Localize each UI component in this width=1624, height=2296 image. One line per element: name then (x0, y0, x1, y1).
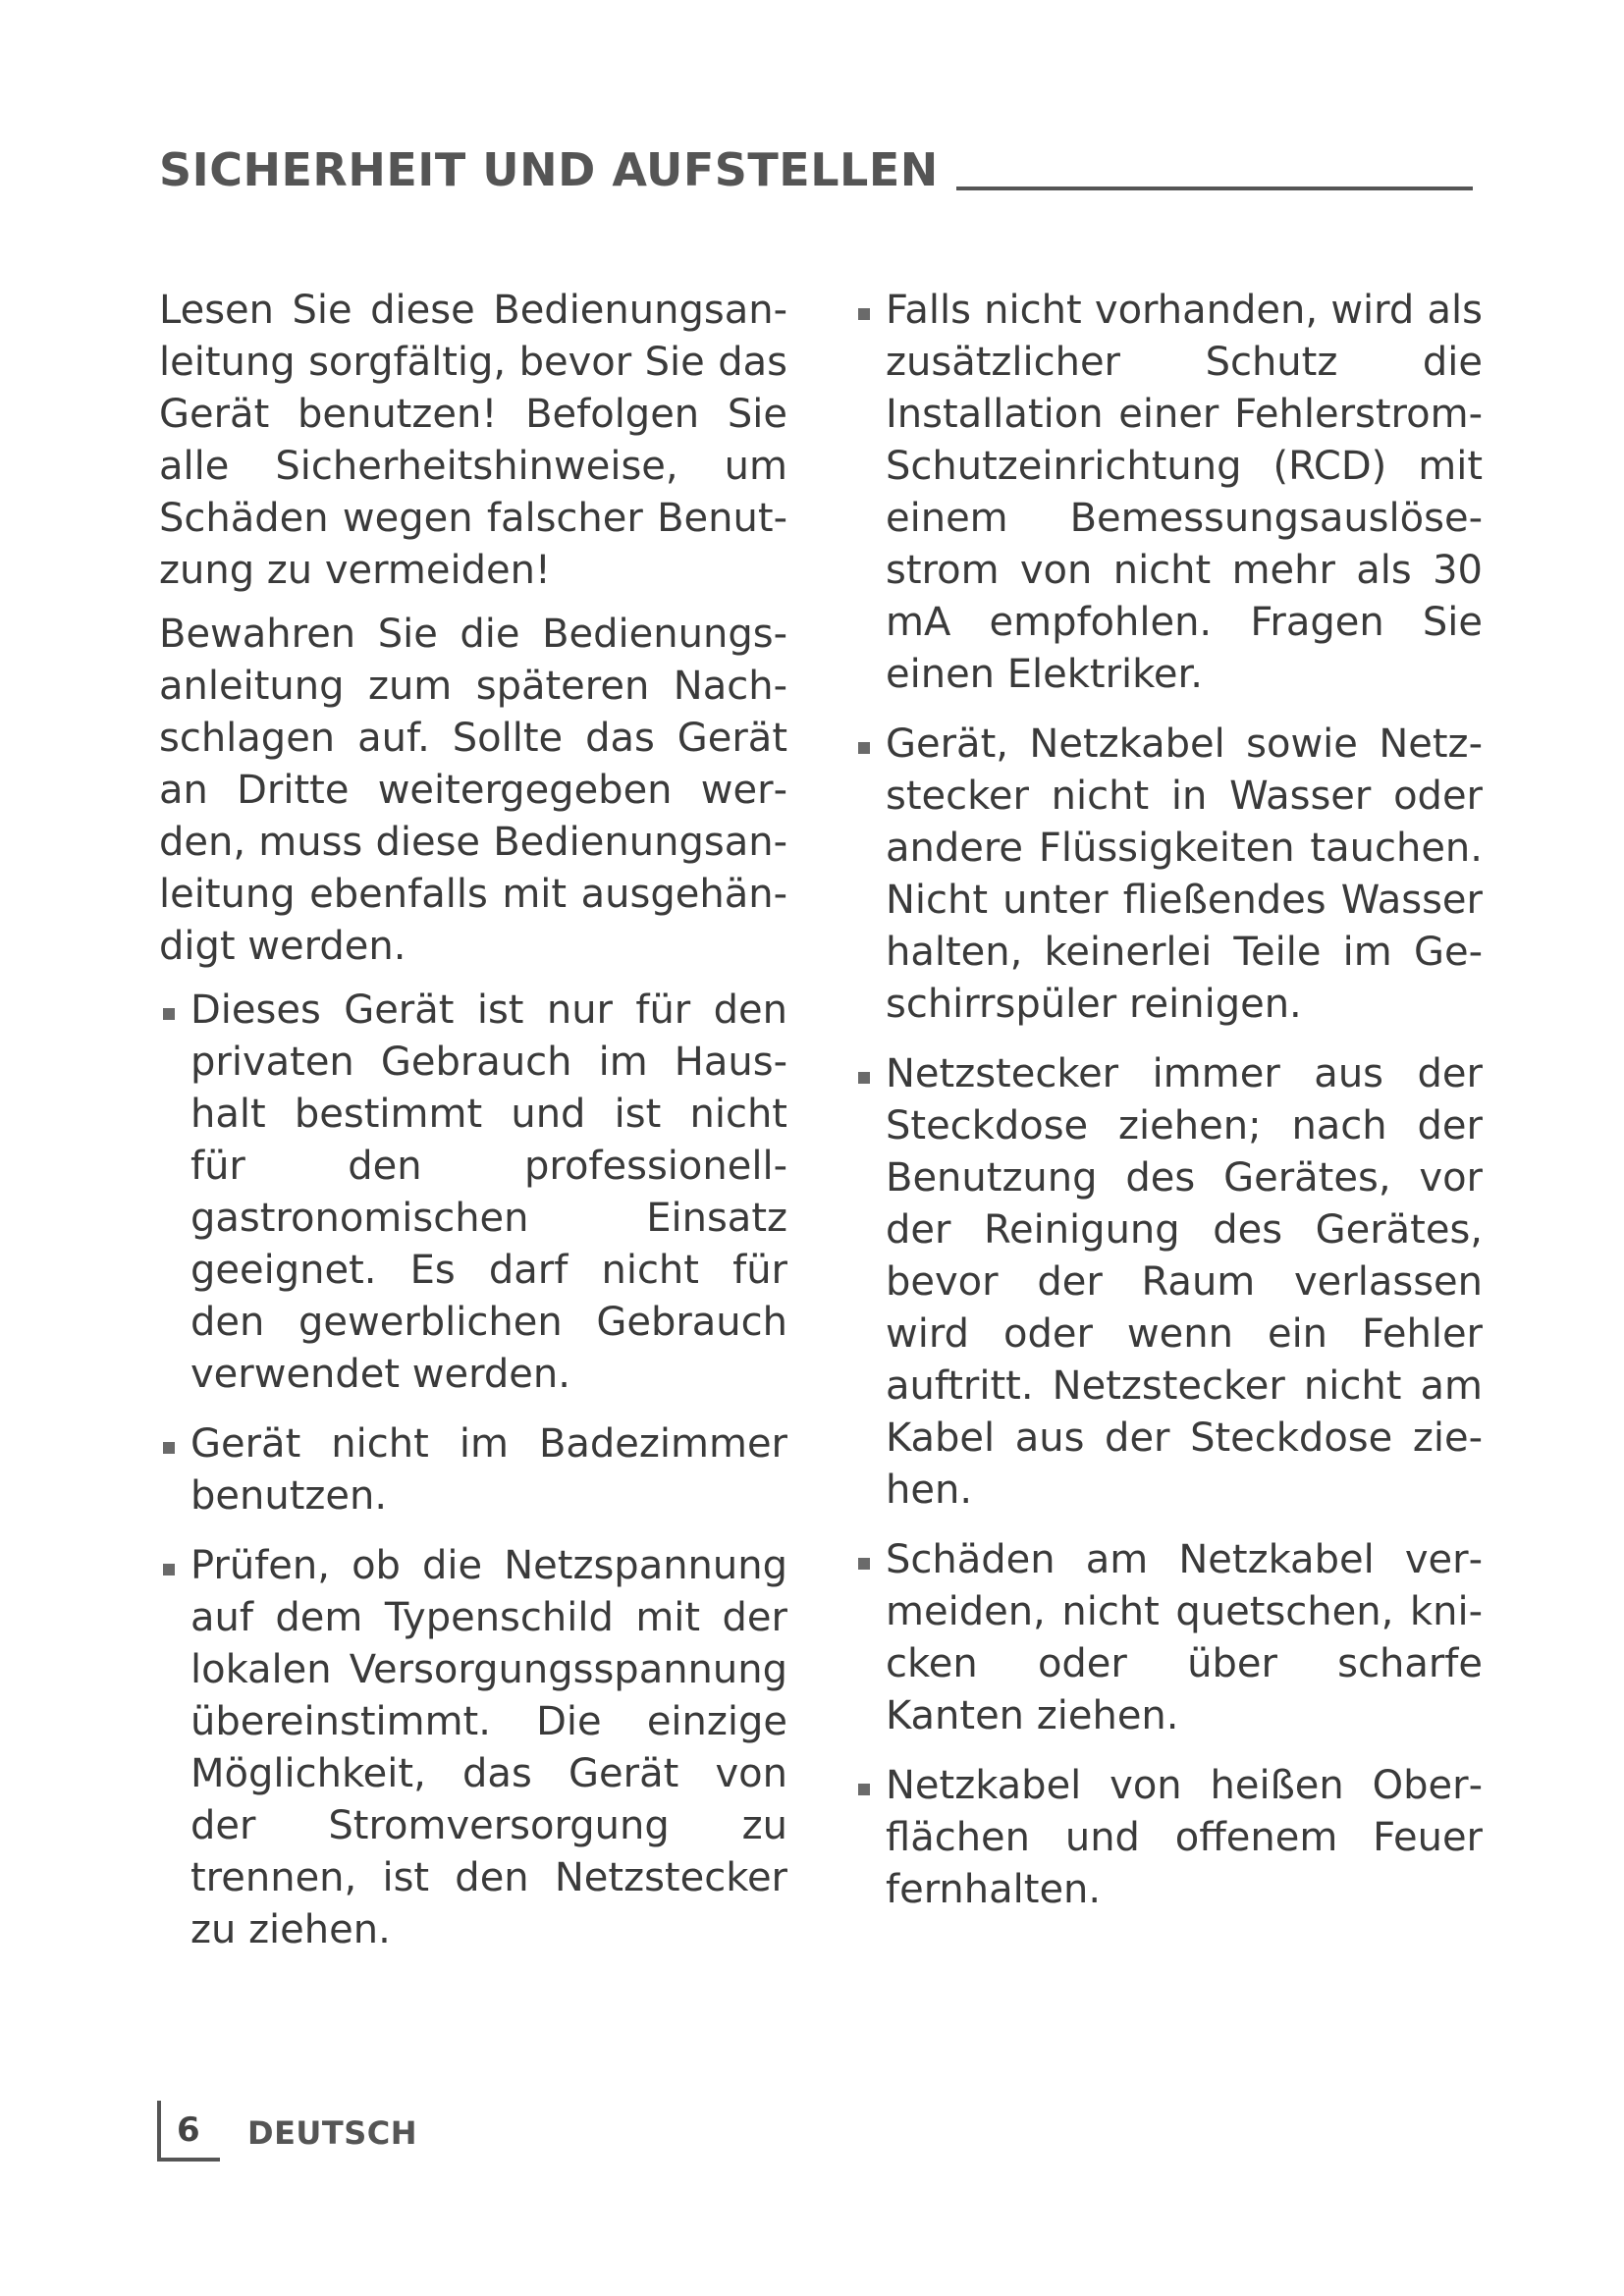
square-bullet-icon (858, 308, 870, 320)
list-item-text: Falls nicht vorhanden, wird als zusätzlicher Schutz die Installation einer Fehlerstrom-Schutzeinrichtung (RCD) mit einem Bemessungsauslösestrom von nicht mehr als 30 mA empfohlen. Fragen Sie einen Elektriker. (886, 288, 1483, 697)
title-rule (956, 187, 1473, 190)
list-item (854, 285, 1483, 701)
square-bullet-icon (163, 1564, 175, 1575)
left-column (159, 285, 787, 1974)
list-item-text: Gerät, Netzkabel sowie Netzstecker nicht in Wasser oder andere Flüssigkeiten tauchen. Nicht unter fließendes Wasser halten, keinerlei Teile im Geschirrspüler reinigen. (886, 721, 1483, 1027)
list-item-text: Dieses Gerät ist nur für den privaten Gebrauch im Haushalt bestimmt und ist nicht für den professionell-gastronomischen Einsatz geeignet. Es darf nicht für den gewerblichen Gebrauch verwendet werden. (190, 988, 787, 1397)
list-item-text: Prüfen, ob die Netzspannung auf dem Typenschild mit der lokalen Versorgungsspannung übereinstimmt. Die einzige Möglichkeit, das Gerät von der Stromversorgung zu trennen, ist den Netzstecker zu ziehen. (190, 1543, 787, 1952)
list-item (854, 1760, 1483, 1916)
page-number: 6 (177, 2110, 200, 2150)
intro-paragraph: Bewahren Sie die Bedienungsanleitung zum späteren Nachschlagen auf. Sollte das Gerät an Dritte weitergegeben werden, muss diese Bedienungsanleitung ebenfalls mit ausgehändigt werden. (159, 612, 787, 969)
list-item (159, 1418, 787, 1522)
intro-paragraph: Lesen Sie diese Bedienungsanleitung sorgfältig, bevor Sie das Gerät benutzen! Befolgen Sie alle Sicherheitshinweise, um Schäden wegen falscher Benutzung zu vermeiden! (159, 288, 787, 593)
square-bullet-icon (858, 1784, 870, 1795)
list-item (159, 1540, 787, 1956)
list-item-text: Schäden am Netzkabel vermeiden, nicht quetschen, knicken oder über scharfe Kanten ziehen. (886, 1537, 1483, 1738)
page-title: SICHERHEIT UND AUFSTELLEN (159, 143, 939, 196)
list-item-text: Netzstecker immer aus der Steckdose ziehen; nach der Benutzung des Gerätes, vor der Reinigung des Gerätes, bevor der Raum verlassen wird oder wenn ein Fehler auftritt. Netzstecker nicht am Kabel aus der Steckdose ziehen. (886, 1051, 1483, 1513)
page-header (159, 143, 1473, 196)
footer-corner-mark (157, 2101, 220, 2162)
list-item (854, 1534, 1483, 1742)
square-bullet-icon (858, 1558, 870, 1570)
right-column (854, 285, 1483, 1934)
square-bullet-icon (163, 1008, 175, 1020)
square-bullet-icon (163, 1442, 175, 1454)
footer-language: DEUTSCH (247, 2114, 418, 2152)
list-item-text: Gerät nicht im Badezimmer benutzen. (190, 1421, 787, 1519)
list-item (854, 1048, 1483, 1517)
page-footer (157, 2103, 417, 2162)
list-item (854, 719, 1483, 1031)
list-item-text: Netzkabel von heißen Oberflächen und offenem Feuer fernhalten. (886, 1763, 1483, 1912)
square-bullet-icon (858, 742, 870, 754)
list-item (159, 985, 787, 1401)
square-bullet-icon (858, 1072, 870, 1084)
